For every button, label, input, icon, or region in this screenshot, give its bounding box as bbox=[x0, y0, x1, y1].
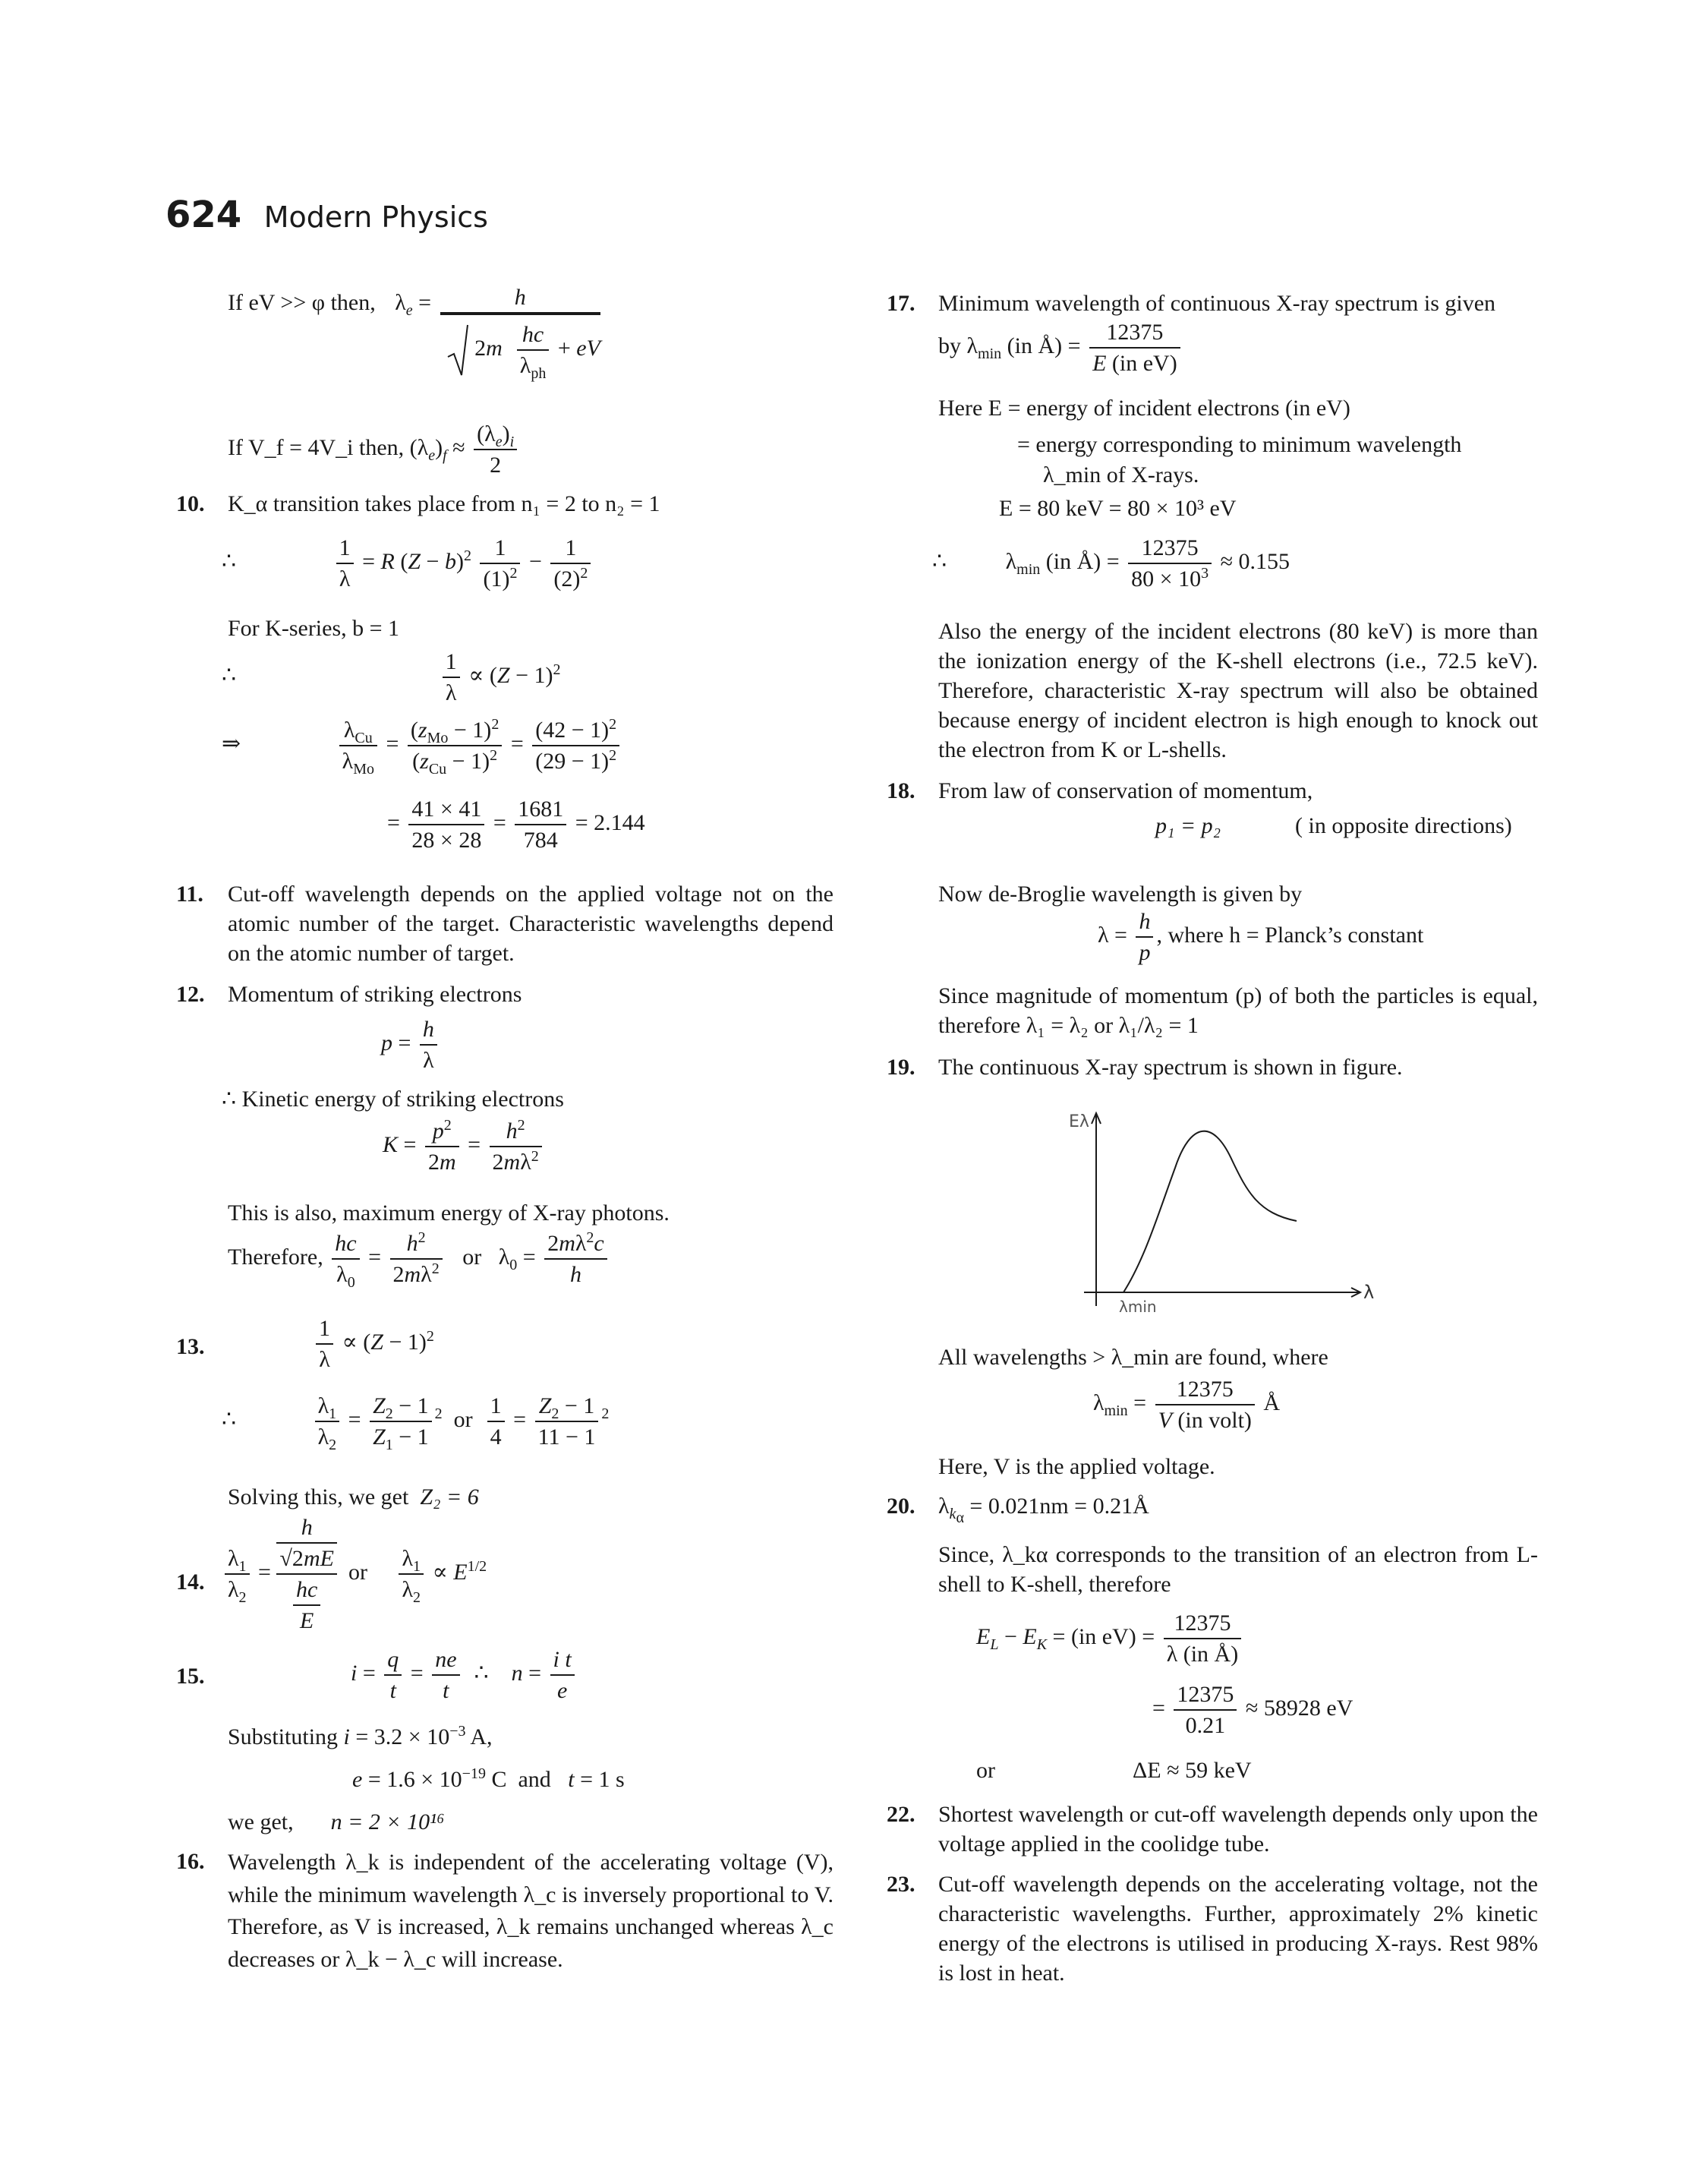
energy-definition-3: λ_min of X-rays. bbox=[1043, 462, 1199, 487]
kinetic-energy-text: ∴ Kinetic energy of striking electrons bbox=[222, 1087, 564, 1112]
n-value: n = 2 × 10¹⁶ bbox=[330, 1809, 445, 1834]
eq-kinetic-energy: K = $\frac{p^2}{2m}$ = $\frac{h^2}{2m\lambda^2}$ bbox=[383, 1116, 545, 1177]
eq-lambda-k-alpha: $\lambda_{k_\alpha} = 0.021nm$ = 0.21Å bbox=[938, 1494, 1149, 1526]
xray-spectrum-figure bbox=[1069, 1107, 1375, 1316]
eq-ratio-z: ∴ $\frac{\lambda_1}{\lambda_2}$ = $\frac{Z_2 - 1}{Z_1 - 1}$ $^2$ or $\frac{1}{4}$ = $\frac{Z_2 - 1}{11 - 1}$ $^2$ bbox=[222, 1391, 609, 1452]
eq-lambda-f: If V_f = 4V_i then, $(\lambda_e)_f$ ≈ $\frac{(\lambda_e)_i}{2}$ bbox=[228, 419, 520, 480]
energy-definition: Here E = energy of incident electrons (in eV) bbox=[938, 396, 1350, 421]
energy-result: ≈ 58928 eV bbox=[1245, 1695, 1353, 1721]
item-number-17: 17. bbox=[887, 291, 915, 316]
eq-lambda-min: by $\lambda_{min}$ (in Å) = $\frac{12375}{\text{E (in eV)}}$ bbox=[938, 317, 1183, 378]
eq-de-broglie: λ = $\frac{h}{p}$ , where h = Planck’s constant bbox=[1098, 907, 1423, 967]
eq-proportional: ∴ $\frac{1}{\lambda}$ ∝ $(Z - 1)^2$ bbox=[222, 647, 561, 708]
item-17-explanation: Also the energy of the incident electrons (80 keV) is more than the ionization energy of the K-shell electrons (i.e., 72.5 keV). Therefore, characteristic X-ray spectrum will also be obtained because energy of incident electron is high enough to knock out the electron from K or L-shells. bbox=[938, 619, 1538, 762]
item-number-22: 22. bbox=[887, 1802, 915, 1827]
angstrom-unit: Å bbox=[1263, 1390, 1281, 1415]
item-10-text: K_α transition takes place from n₁ = 2 to n₂ = 1 bbox=[228, 491, 660, 516]
item-number-20: 20. bbox=[887, 1494, 915, 1519]
max-energy-text: This is also, maximum energy of X-ray photons. bbox=[228, 1200, 670, 1226]
item-number-11: 11. bbox=[176, 882, 203, 907]
energy-definition-2: = energy corresponding to minimum wavelength bbox=[1017, 432, 1462, 457]
item-11-text: Cut-off wavelength depends on the applied voltage not on the atomic number of the target. Characteristic wavelengths depend on the atomic number of target. bbox=[228, 882, 834, 966]
momentum-equality: p₁ = p₂ bbox=[1155, 813, 1221, 838]
lambda-min-label: λmin bbox=[1119, 1298, 1157, 1316]
condition-vf: If V_f = 4V_i then, bbox=[228, 434, 405, 460]
page-header bbox=[165, 191, 488, 238]
transition-text: Since, λ_kα corresponds to the transition of an electron from L-shell to K-shell, therefore bbox=[938, 1542, 1538, 1597]
item-18-text: From law of conservation of momentum, bbox=[938, 778, 1313, 803]
page-title: Modern Physics bbox=[263, 200, 488, 234]
eq-cu-mo-result: = $\frac{41 \times 41}{28 \times 28}$ = $\frac{1681}{784}$ = 2.144 bbox=[387, 794, 645, 855]
spectrum-curve bbox=[1123, 1131, 1297, 1292]
eq-item-13: $\frac{1}{\lambda}$ ∝ $(Z - 1)^2$ bbox=[313, 1314, 434, 1374]
de-broglie-text: Now de-Broglie wavelength is given by bbox=[938, 882, 1303, 907]
item-16-text: Wavelength λ_k is independent of the accelerating voltage (V), while the minimum wavelength λ_c is inversely proportional to V. Therefore, as V is increased, λ_k remains unchanged whereas λ_c decreases or λ_k − λ_c will increase. bbox=[228, 1850, 834, 1972]
we-get-text bbox=[228, 1807, 445, 1837]
lambda-min-result: ≈ 0.155 bbox=[1220, 548, 1290, 574]
item-number-12: 12. bbox=[176, 982, 205, 1007]
item-number-23: 23. bbox=[887, 1872, 915, 1897]
planck-note: , where h = Planck’s constant bbox=[1156, 922, 1424, 948]
or-label: or bbox=[976, 1758, 995, 1783]
sqrt-symbol bbox=[446, 323, 469, 377]
k-series-text: For K-series, b = 1 bbox=[228, 616, 400, 641]
eq-item-14: $\frac{\lambda_1}{\lambda_2}$ = $\frac{\frac{h}{√2mE}}{\frac{hc}{E}}$ or $\frac{\lambda_1}{\lambda_2}$ ∝ $E^{1/2}$ bbox=[222, 1513, 487, 1636]
condition-ev-phi: If eV >> φ then, bbox=[228, 289, 376, 315]
momentum-equal-text: Since magnitude of momentum (p) of both the particles is equal, therefore λ₁ = λ₂ or λ₁/λ₂ = 1 bbox=[938, 983, 1538, 1038]
solving-label: Solving this, we get bbox=[228, 1484, 409, 1509]
item-23-text: Cut-off wavelength depends on the accelerating voltage, not the characteristic wavelengths. Further, approximately 2% kinetic energy of the electrons is utilised in producing X-rays. Rest 98% is lost in heat. bbox=[938, 1872, 1538, 1986]
delta-e-value: ΔE ≈ 59 keV bbox=[1133, 1758, 1252, 1783]
eq-lambda-min-voltage: $\lambda_{min}$ = $\frac{12375}{\text{V (in volt)}}$ Å bbox=[1093, 1374, 1280, 1435]
item-17-text: Minimum wavelength of continuous X-ray spectrum is given bbox=[938, 291, 1496, 316]
item-12-text: Momentum of striking electrons bbox=[228, 982, 522, 1007]
all-wavelengths-text: All wavelengths > λ_min are found, where bbox=[938, 1345, 1328, 1370]
item-number-19: 19. bbox=[887, 1055, 915, 1080]
solving-text bbox=[228, 1482, 479, 1512]
charge-time-values: $e = 1.6 \times 10^{-19}$ C and t = 1 s bbox=[352, 1765, 625, 1792]
x-axis-label: λ bbox=[1363, 1282, 1375, 1303]
eq-lambda-e: If eV >> φ then, $\lambda_e$ = h 2m $\frac{hc}{\lambda_{ph}}$ + eV bbox=[228, 282, 603, 380]
z2-value: Z₂ = 6 bbox=[420, 1484, 479, 1509]
ratio-result: = 2.144 bbox=[575, 809, 645, 835]
item-22-text: Shortest wavelength or cut-off wavelength depends only upon the voltage applied in the coolidge tube. bbox=[938, 1802, 1538, 1856]
item-number-13: 13. bbox=[176, 1334, 205, 1359]
item-number-16: 16. bbox=[176, 1849, 205, 1874]
eq-moseley: ∴ $\frac{1}{\lambda}$ = R $(Z - b)^2$ $\frac{1}{(1)^2}$ − $\frac{1}{(2)^2}$ bbox=[222, 533, 594, 594]
eq-cu-mo-ratio: ⇒ $\frac{\lambda_{Cu}}{\lambda_{Mo}}$ = $\frac{(z_{Mo} - 1)^2}{(z_{Cu} - 1)^2}$ = $\frac{(42 - 1)^2}{(29 - 1)^2}$ bbox=[222, 715, 622, 776]
lambda-k-alpha-value: = 0.021nm = 0.21Å bbox=[969, 1494, 1149, 1519]
page-number: 624 bbox=[165, 194, 242, 236]
eq-current: i = $\frac{q}{t}$ = $\frac{ne}{t}$ ∴ n = $\frac{\text{i t}}{e}$ bbox=[351, 1645, 578, 1705]
eq-lambda-zero: Therefore, $\frac{hc}{\lambda_0}$ = $\frac{h^2}{2m\lambda^2}$ or $\lambda_0$ = $\frac{2m\lambda^2c}{h}$ bbox=[228, 1229, 610, 1289]
eq-lambda-min-value: ∴ $\lambda_{min}$ (in Å) = $\frac{12375}{80 \times 10^3}$ ≈ 0.155 bbox=[932, 533, 1290, 594]
by-label: by bbox=[938, 333, 961, 358]
item-number-14: 14. bbox=[176, 1569, 205, 1595]
energy-value: E = 80 keV = 80 × 10³ eV bbox=[999, 496, 1237, 521]
applied-voltage-text: Here, V is the applied voltage. bbox=[938, 1454, 1215, 1479]
we-get-label: we get, bbox=[228, 1809, 294, 1834]
eq-energy-value: = $\frac{12375}{0.21}$ ≈ 58928 eV bbox=[1152, 1680, 1353, 1740]
eq-energy-difference: $E_L - E_K = (in$ eV) = $\frac{12375}{\text{λ (in Å)}}$ bbox=[976, 1608, 1244, 1669]
item-number-15: 15. bbox=[176, 1664, 205, 1689]
eq-momentum: p = $\frac{h}{\lambda}$ bbox=[381, 1014, 440, 1075]
item-number-10: 10. bbox=[176, 491, 205, 516]
item-number-18: 18. bbox=[887, 778, 915, 803]
substituting-label: Substituting bbox=[228, 1724, 339, 1749]
substituting-text: Substituting $i = 3.2 \times 10^{-3}$ A, bbox=[228, 1723, 493, 1749]
direction-note: ( in opposite directions) bbox=[1295, 813, 1512, 838]
item-19-text: The continuous X-ray spectrum is shown in figure. bbox=[938, 1055, 1403, 1080]
therefore-label: Therefore, bbox=[228, 1244, 323, 1270]
y-axis-label: Eλ bbox=[1069, 1112, 1089, 1131]
